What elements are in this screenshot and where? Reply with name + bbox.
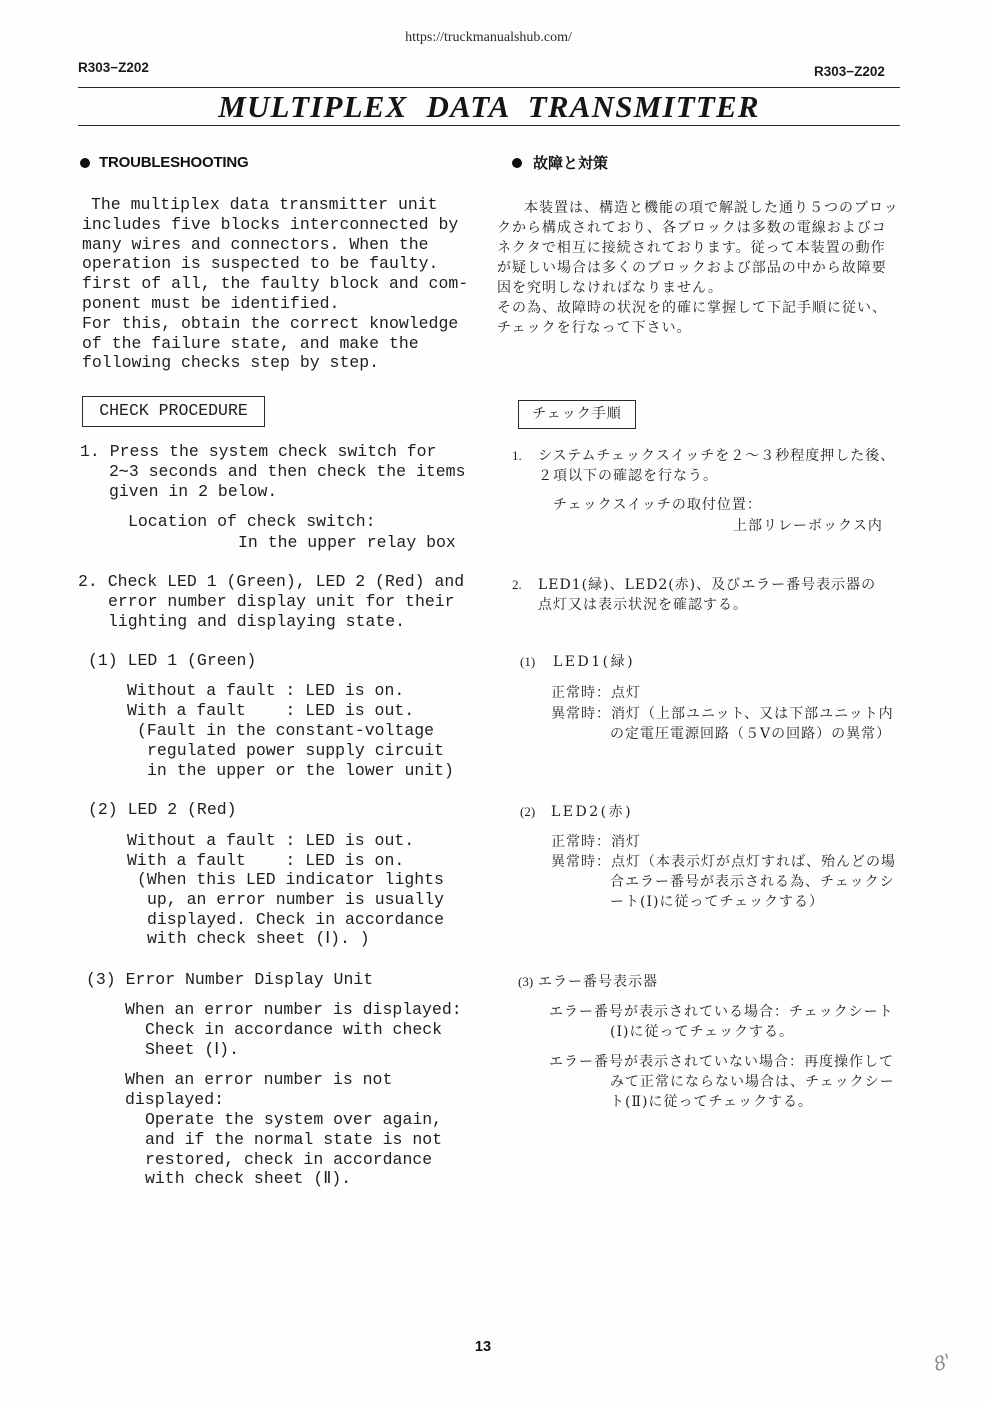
check-procedure-box-en bbox=[82, 396, 265, 427]
led2-heading-en: (2) LED 2 (Red) bbox=[88, 800, 237, 819]
switch-location-label-ja: チェックスイッチの取付位置： bbox=[553, 497, 762, 513]
header-rule-bottom bbox=[78, 125, 900, 126]
led1-heading-en: (1) LED 1 (Green) bbox=[88, 651, 257, 670]
led1-abnormal-ja: 異常時：消灯（上部ユニット、又は下部ユニット内 の定電圧電源回路（５Vの回路）の異常） bbox=[551, 706, 894, 742]
intro-paragraph-ja: 本装置は、構造と機能の項で解説した通り５つのブロッ クから構成されており、各ブロックは多数の電線およびコ ネクタで相互に接続されております。従って本装置の動作 が疑しい場合は多くのブロックおよび部品の中から故障要 因を究明しなければなりません。 その為、故障時の状況を的確に掌握して下記手順に従い、 チェックを行なって下さい。 bbox=[497, 200, 899, 336]
bullet-icon bbox=[80, 158, 90, 168]
error-not-displayed-ja: エラー番号が表示されていない場合：再度操作して みて正常にならない場合は、チェックシー ト(Ⅱ)に従ってチェックする。 bbox=[549, 1054, 895, 1110]
led2-number-ja: (2) bbox=[520, 804, 536, 819]
step-2-number-ja: 2. bbox=[512, 577, 522, 592]
led1-heading-ja: LED1(緑) bbox=[553, 654, 636, 670]
led1-number-ja: (1) bbox=[520, 654, 536, 669]
intro-paragraph-en: The multiplex data transmitter unit includes five blocks interconnected by many wires and connectors. When the operation is suspected to be faulty. first of all, the faulty block and com- ponent must be identified. For this, obtain the correct knowledge of the failure state, and make the following checks step by step. bbox=[82, 195, 469, 373]
switch-location-value-ja: 上部リレーボックス内 bbox=[733, 518, 883, 534]
step-2-en: 2. Check LED 1 (Green), LED 2 (Red) and error number display unit for their lighting and displaying state. bbox=[78, 572, 465, 631]
handwritten-mark: 8' bbox=[931, 1349, 955, 1377]
header-rule-top bbox=[78, 87, 900, 88]
doc-code-right: R303−Z202 bbox=[814, 64, 885, 79]
error-display-heading-en: (3) Error Number Display Unit bbox=[86, 970, 374, 989]
check-procedure-box-ja bbox=[518, 400, 636, 429]
led2-note-en: (When this LED indicator lights up, an error number is usually displayed. Check in accordance with check sheet (Ⅰ). ) bbox=[137, 870, 445, 949]
page-number: 13 bbox=[474, 1339, 492, 1355]
source-url: https://truckmanualshub.com/ bbox=[405, 30, 572, 45]
led1-normal-ja: 正常時：点灯 bbox=[551, 685, 641, 701]
section-heading-ja: 故障と対策 bbox=[533, 154, 609, 172]
error-display-number-ja: (3) bbox=[518, 974, 534, 989]
error-displayed-ja: エラー番号が表示されている場合：チェックシート (Ⅰ)に従ってチェックする。 bbox=[549, 1004, 894, 1040]
led2-abnormal-ja: 異常時：点灯（本表示灯が点灯すれば、殆んどの場 合エラー番号が表示される為、チェックシ ート(Ⅰ)に従ってチェックする） bbox=[551, 854, 896, 910]
led1-note-en: (Fault in the constant-voltage regulated power supply circuit in the upper or the lower unit) bbox=[137, 721, 454, 780]
step-2-ja: LED1(緑)、LED2(赤)、及びエラー番号表示器の 点灯又は表示状況を確認する。 bbox=[538, 577, 877, 613]
step-1-number-ja: 1. bbox=[512, 448, 522, 463]
error-display-heading-ja: エラー番号表示器 bbox=[538, 974, 658, 990]
check-procedure-label-en: CHECK PROCEDURE bbox=[99, 401, 248, 420]
error-displayed-en: When an error number is displayed: Check in accordance with check Sheet (Ⅰ). bbox=[125, 1000, 462, 1059]
page-title: MULTIPLEX DATA TRANSMITTER bbox=[218, 89, 760, 124]
switch-location-value-en: In the upper relay box bbox=[238, 533, 456, 552]
led2-states-en: Without a fault : LED is out. With a fault : LED is on. bbox=[127, 831, 415, 870]
led2-normal-ja: 正常時：消灯 bbox=[551, 834, 641, 850]
switch-location-label-en: Location of check switch: bbox=[128, 512, 376, 531]
led2-heading-ja: LED2(赤) bbox=[551, 804, 634, 820]
step-1-ja: システムチェックスイッチを２〜３秒程度押した後、 ２項以下の確認を行なう。 bbox=[538, 448, 896, 484]
section-heading-en: TROUBLESHOOTING bbox=[99, 154, 249, 171]
check-procedure-label-ja: チェック手順 bbox=[532, 406, 622, 422]
led1-states-en: Without a fault : LED is on. With a fault : LED is out. bbox=[127, 681, 415, 720]
step-1-en: 1. Press the system check switch for 2∼3 seconds and then check the items given in 2 below. bbox=[80, 442, 466, 501]
error-not-displayed-en: When an error number is not displayed: bbox=[125, 1070, 393, 1109]
doc-code-left: R303−Z202 bbox=[78, 60, 149, 75]
error-not-displayed-action-en: Operate the system over again, and if the normal state is not restored, check in accordance with check sheet (Ⅱ). bbox=[145, 1110, 443, 1189]
bullet-icon bbox=[512, 158, 522, 168]
